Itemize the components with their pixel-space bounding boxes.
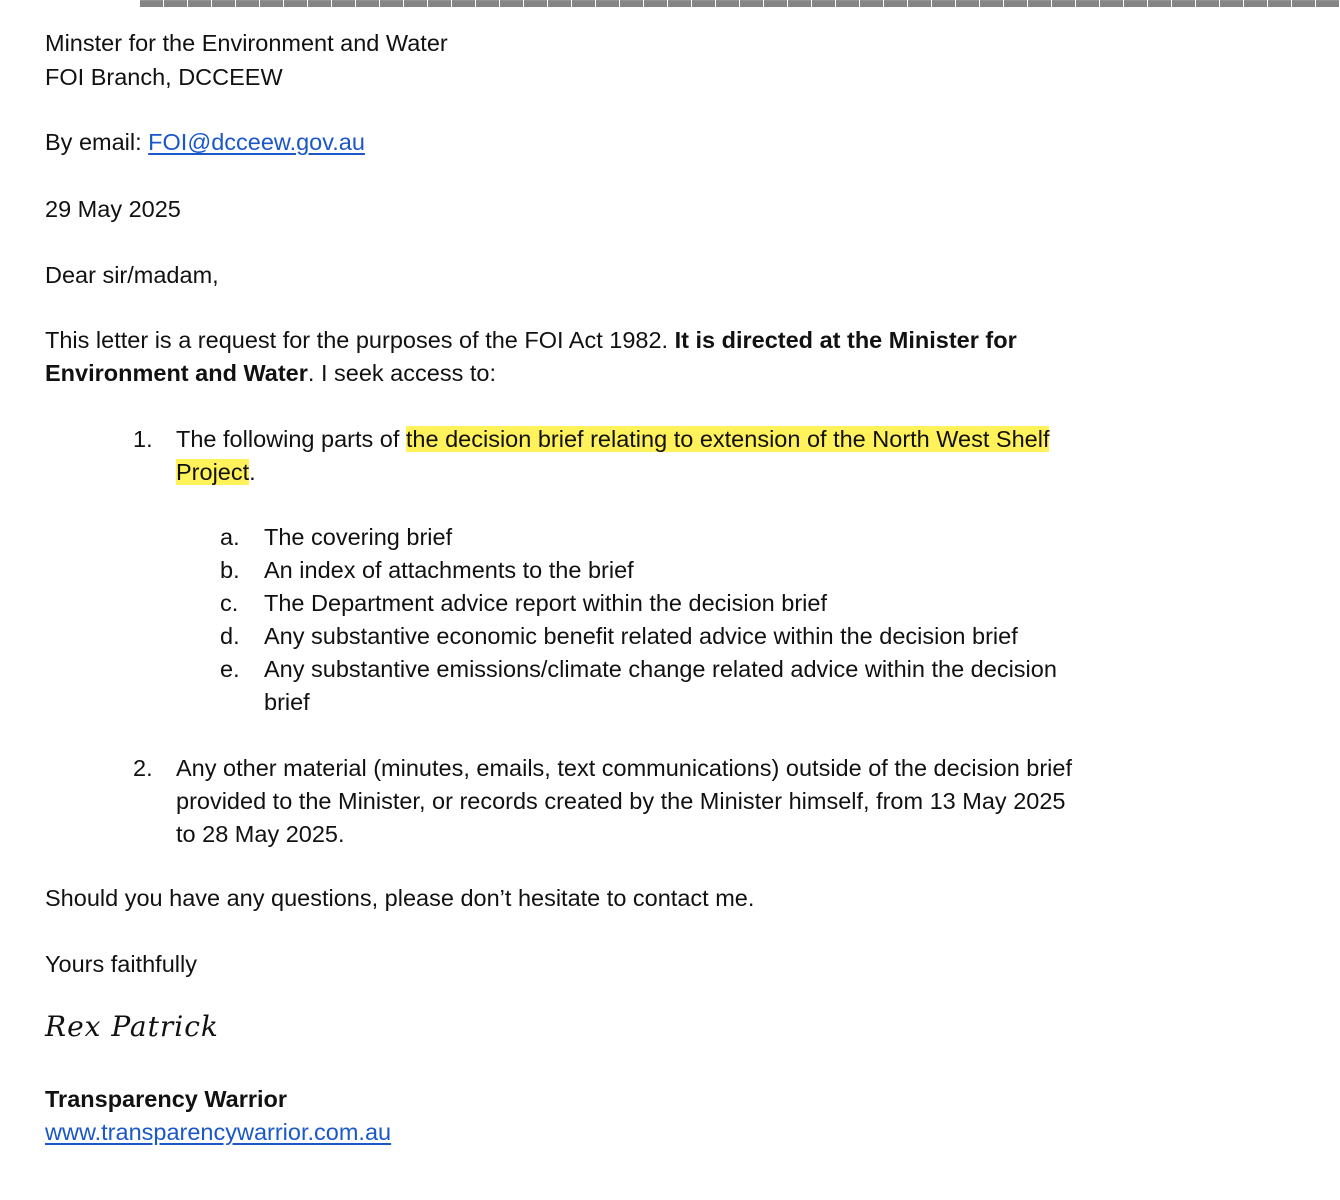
item-1-highlight-1: the decision brief relating to extension of the North West Shelf — [405, 426, 1050, 452]
subitem-b-letter: b. — [220, 557, 240, 583]
subitem-b-text: An index of attachments to the brief — [264, 557, 634, 583]
item-1-highlight-2: Project — [176, 459, 250, 485]
subitem-d-text: Any substantive economic benefit related advice within the decision brief — [264, 623, 1018, 649]
intro-line-2 — [45, 357, 496, 390]
intro-line-1 — [45, 324, 1017, 357]
email-label: By email: — [45, 129, 149, 155]
email-line — [45, 126, 365, 159]
salutation: Dear sir/madam, — [45, 262, 219, 288]
subitem-c-text: The Department advice report within the decision brief — [264, 590, 827, 616]
subitem-d-letter: d. — [220, 623, 240, 649]
item-1-line-1 — [176, 423, 1049, 456]
closing-sentence: Should you have any questions, please don’t hesitate to contact me. — [45, 885, 755, 911]
handwritten-signature: Rex Patrick — [45, 1010, 219, 1043]
subitem-e-text-cont: brief — [264, 689, 310, 715]
item-2-line-2: provided to the Minister, or records created by the Minister himself, from 13 May 2025 — [176, 788, 1066, 814]
subitem-a-letter: a. — [220, 524, 240, 550]
item-2-line-3: to 28 May 2025. — [176, 821, 345, 847]
intro-text-2: . I seek access to: — [307, 360, 496, 386]
intro-bold-1: It is directed at the Minister for — [674, 327, 1017, 353]
intro-text-1: This letter is a request for the purposes of the FOI Act 1982. — [45, 327, 675, 353]
email-link[interactable]: FOI@dcceew.gov.au — [148, 129, 365, 155]
signoff: Yours faithfully — [45, 951, 197, 977]
cropped-previous-line — [140, 0, 980, 4]
letter-date: 29 May 2025 — [45, 196, 181, 222]
recipient-line-2: FOI Branch, DCCEEW — [45, 64, 283, 90]
subitem-a-text: The covering brief — [264, 524, 453, 550]
subitem-e-text: Any substantive emissions/climate change related advice within the decision — [264, 656, 1057, 682]
sender-website-link[interactable]: www.transparencywarrior.com.au — [45, 1119, 392, 1145]
sender-name — [45, 1083, 287, 1116]
subitem-e-letter: e. — [220, 656, 240, 682]
item-1-line-2 — [176, 456, 256, 489]
recipient-line-1: Minster for the Environment and Water — [45, 30, 448, 56]
item-1-number: 1. — [133, 426, 153, 452]
sender-name-text: Transparency Warrior — [45, 1086, 288, 1112]
item-2-number: 2. — [133, 755, 153, 781]
item-1-tail: . — [249, 459, 256, 485]
subitem-c-letter: c. — [220, 590, 239, 616]
item-1-lead: The following parts of — [176, 426, 406, 452]
item-2-line-1: Any other material (minutes, emails, text communications) outside of the decision brief — [176, 755, 1073, 781]
sender-website-line — [45, 1116, 391, 1149]
intro-bold-2: Environment and Water — [45, 360, 308, 386]
